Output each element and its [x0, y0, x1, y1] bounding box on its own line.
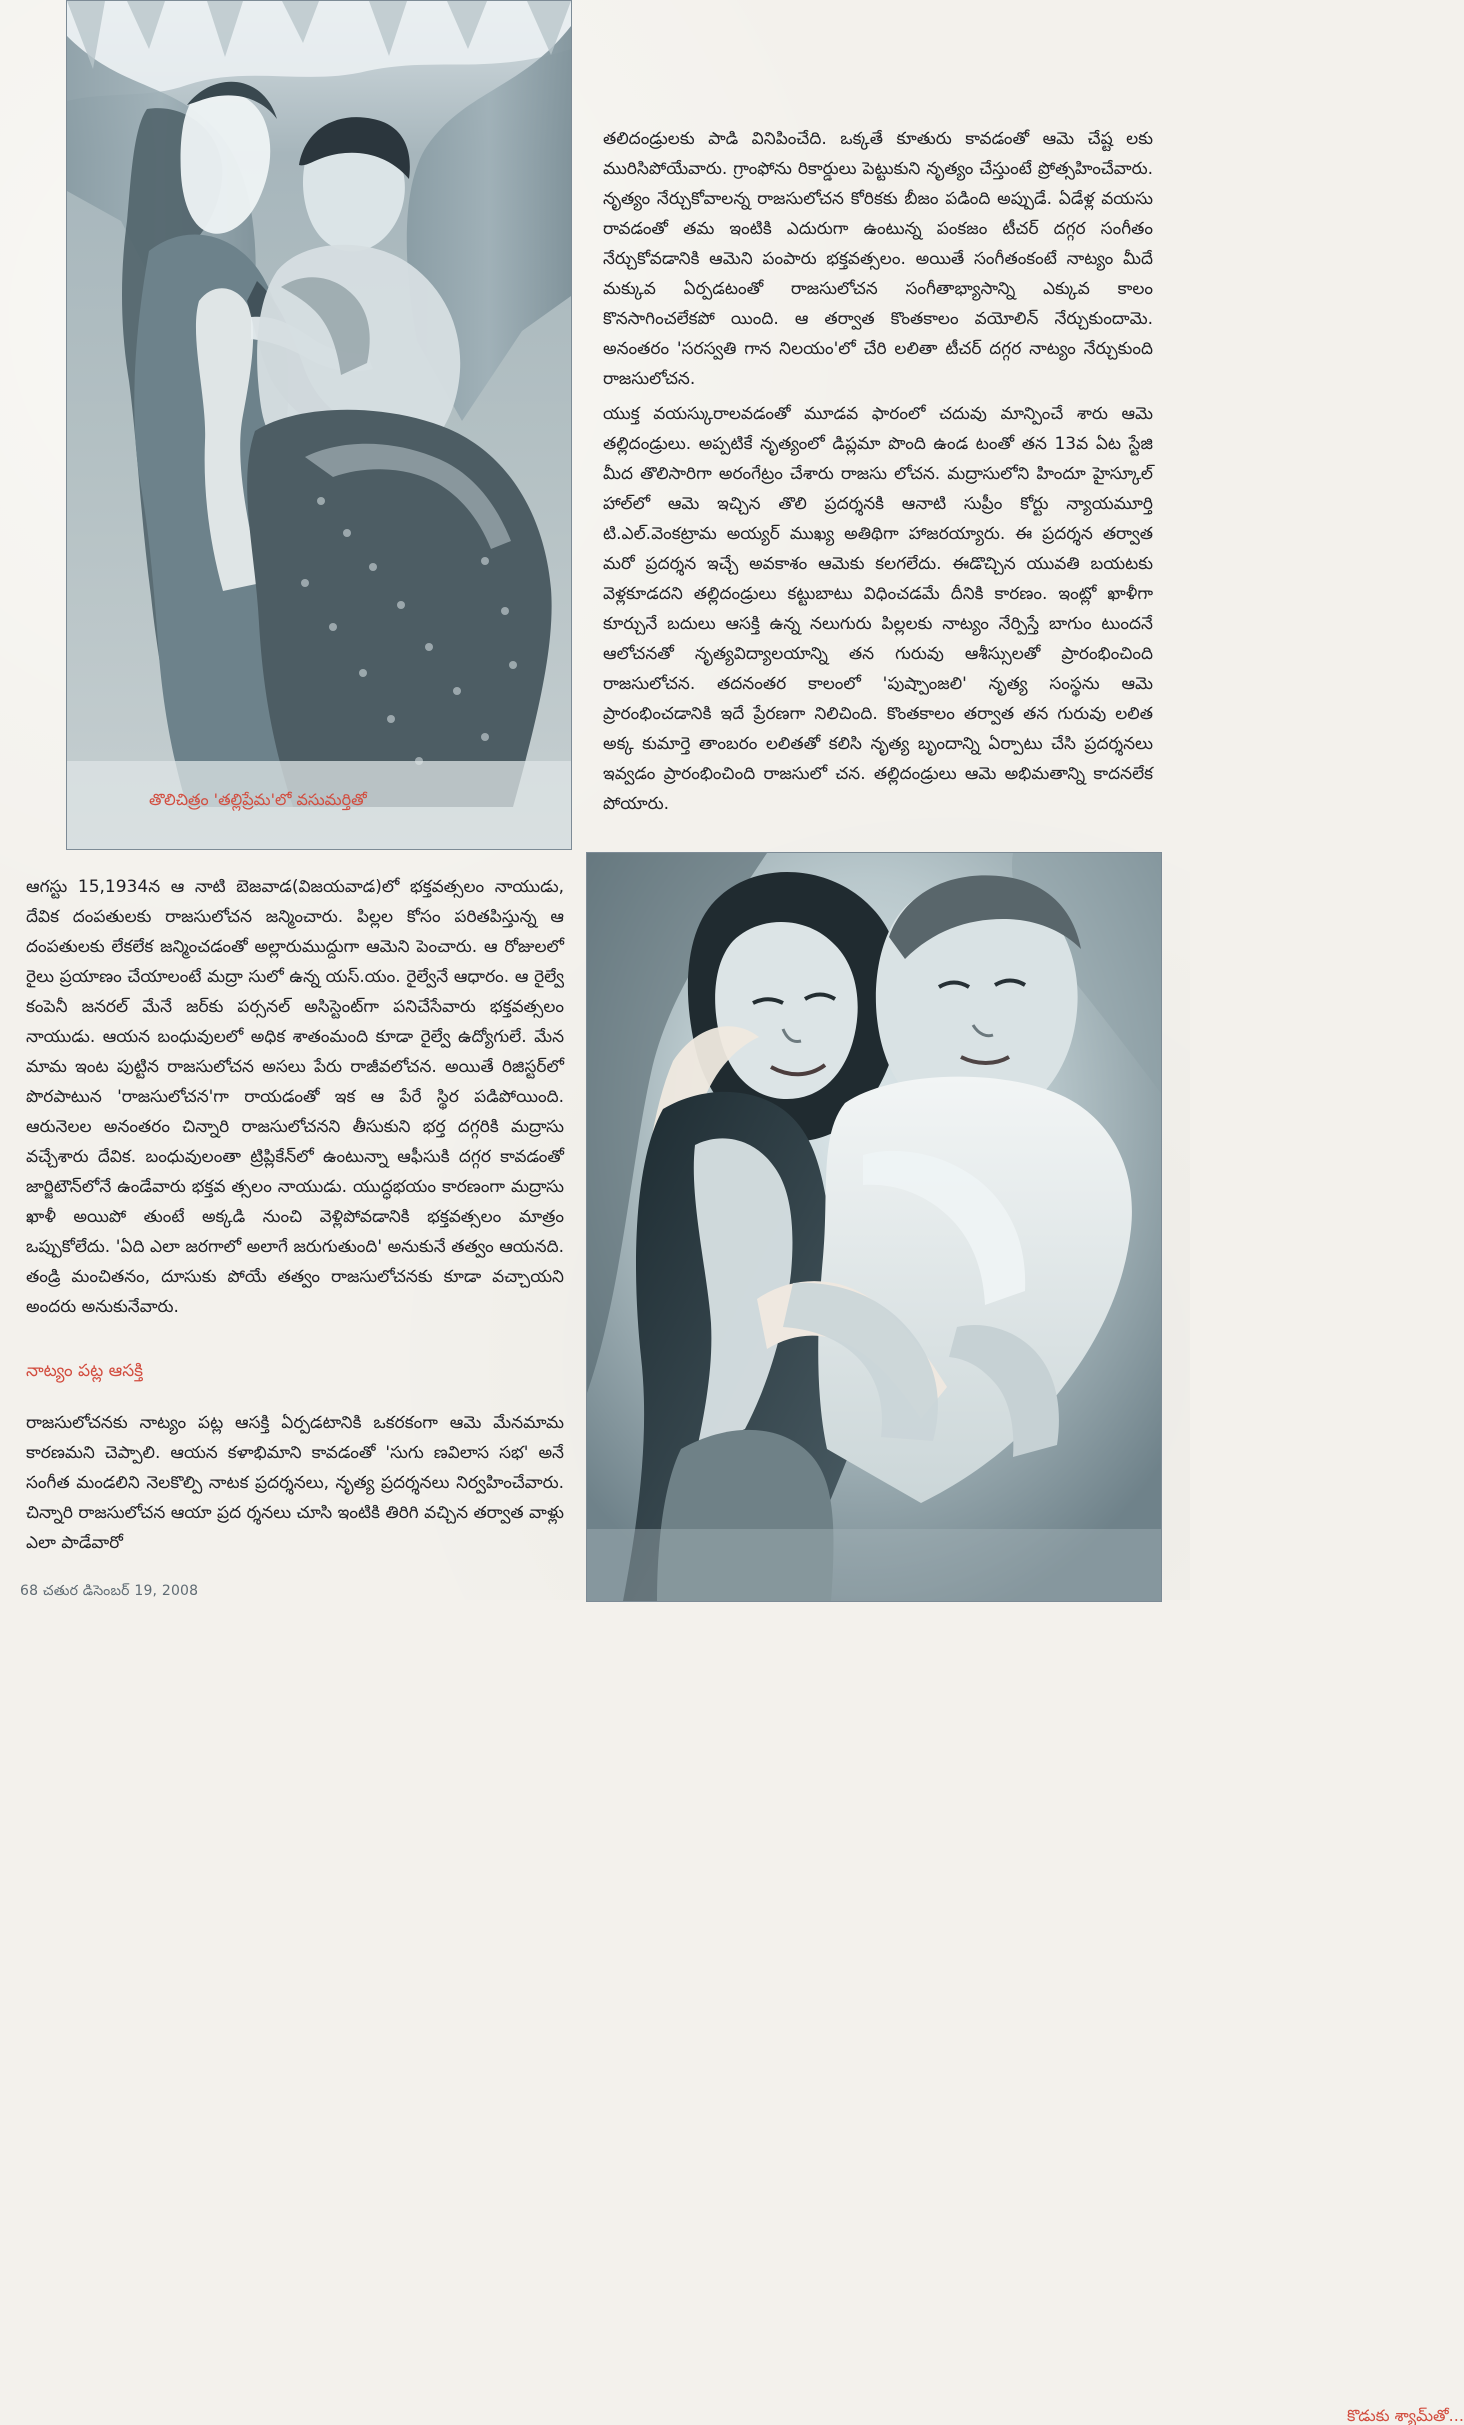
- section-heading: నాట్యం పట్ల ఆసక్తి: [26, 1361, 144, 1381]
- section-text-block: [26, 1408, 564, 1558]
- bottom-photo-caption: కొడుకు శ్యామ్‌తో...: [1347, 2406, 1464, 2425]
- left-paragraph-1: ఆగస్టు 15,1934న ఆ నాటి బెజవాడ(విజయవాడ)లో భక్తవత్సలం నాయుడు, దేవిక దంపతులకు రాజసులోచన జన్మించారు. పిల్లల కోసం పరితపిస్తున్న ఆ దంపతులకు లేకలేక జన్మించడంతో అల్లారుముద్దుగా ఆమెని పెంచారు. ఆ రోజులలో రైలు ప్రయాణం చేయాలంటే మద్రా సులో ఉన్న యస్.యం. రైల్వేనే ఆధారం. ఆ రైల్వే కంపెనీ జనరల్ మేనే జర్‌కు పర్సనల్ అసిస్టెంట్‌గా పనిచేసేవారు భక్తవత్సలం నాయుడు. ఆయన బంధువులలో అధిక శాతంమంది కూడా రైల్వే ఉద్యోగులే. మేన మామ ఇంట పుట్టిన రాజసులోచన అసలు పేరు రాజీవలోచన. అయితే రిజిస్టర్‌లో పొరపాటున 'రాజసులోచన'గా రాయడంతో ఇక ఆ పేరే స్థిర పడిపోయింది. ఆరునెలల అనంతరం చిన్నారి రాజసులోచనని తీసుకుని భర్త దగ్గరికి మద్రాసు వచ్చేశారు దేవిక. బంధువులంతా ట్రిప్లికేన్‌లో ఉంటున్నా ఆఫీసుకి దగ్గర కావడంతో జార్జిటౌన్‌లోనే ఉండేవారు భక్తవ త్సలం నాయుడు. యుద్ధభయం కారణంగా మద్రాసు ఖాళీ అయిపో తుంటే అక్కడి నుంచి వెళ్లిపోవడానికి భక్తవత్సలం మాత్రం ఒప్పుకోలేదు. 'ఏది ఎలా జరగాలో అలాగే జరుగుతుంది' అనుకునే తత్వం ఆయనది. తండ్రి మంచితనం, దూసుకు పోయే తత్వం రాజసులోచనకు కూడా వచ్చాయని అందరు అనుకునేవారు.: [26, 877, 564, 1317]
- section-paragraph: రాజసులోచనకు నాట్యం పట్ల ఆసక్తి ఏర్పడటానికి ఒకరకంగా ఆమె మేనమామ కారణమని చెప్పాలి. ఆయన కళాభిమాని కావడంతో 'సుగు ణవిలాస సభ' అనే సంగీత మండలిని నెలకొల్పి నాటక ప్రదర్శనలు, నృత్య ప్రదర్శనలు నిర్వహించేవారు. చిన్నారి రాజసులోచన ఆయా ప్రద ర్శనలు చూసి ఇంటికి తిరిగి వచ్చిన తర్వాత వాళ్లు ఎలా పాడేవారో: [26, 1413, 564, 1553]
- top-photo-art: [67, 1, 571, 849]
- right-paragraph-2: యుక్త వయస్కురాలవడంతో మూడవ ఫారంలో చదువు మాన్పించే శారు ఆమె తల్లిదండ్రులు. అప్పటికే నృత్యంలో డిప్లమా పొంది ఉండ టంతో తన 13వ ఏట స్టేజి మీద తొలిసారిగా అరంగేట్రం చేశారు రాజసు లోచన. మద్రాసులోని హిందూ హైస్కూల్ హాల్‌లో ఆమె ఇచ్చిన తొలి ప్రదర్శనకి ఆనాటి సుప్రీం కోర్టు న్యాయమూర్తి టి.ఎల్.వెంకట్రామ అయ్యర్ ముఖ్య అతిథిగా హాజరయ్యారు. ఈ ప్రదర్శన తర్వాత మరో ప్రదర్శన ఇచ్చే అవకాశం ఆమెకు కలగలేదు. ఈడొచ్చిన యువతి బయటకు వెళ్లకూడదని తల్లిదండ్రులు కట్టుబాటు విధించడమే దీనికి కారణం. ఇంట్లో ఖాళీగా కూర్చునే బదులు ఆసక్తి ఉన్న నలుగురు పిల్లలకు నాట్యం నేర్పిస్తే బాగుం టుందనే ఆలోచనతో నృత్యవిద్యాలయాన్ని తన గురువు ఆశీస్సులతో ప్రారంభించింది రాజసులోచన. తదనంతర కాలంలో 'పుష్పాంజలి' నృత్య సంస్థను ఆమె ప్రారంభించడానికి ఇదే ప్రేరణగా నిలిచింది. కొంతకాలం తర్వాత తన గురువు లలిత అక్క కుమార్తె తాంబరం లలితతో కలిసి నృత్య బృందాన్ని ఏర్పాటు చేసి ప్రదర్శనలు ఇవ్వడం ప్రారంభించింది రాజసులో చన. తల్లిదండ్రులు ఆమె అభిమతాన్ని కాదనలేక పోయారు.: [603, 404, 1153, 814]
- left-column-text: [26, 872, 564, 1322]
- right-column-text: [603, 124, 1153, 819]
- page-footer: 68 చతుర డిసెంబర్ 19, 2008: [20, 1583, 199, 1599]
- bottom-photo: [586, 852, 1464, 2425]
- top-photo: [66, 0, 572, 850]
- top-photo-caption: తొలిచిత్రం 'తల్లిప్రేమ'లో వసుమర్తితో: [149, 790, 367, 809]
- right-paragraph-1: తలిదండ్రులకు పాడి వినిపించేది. ఒక్కతే కూతురు కావడంతో ఆమె చేష్ట లకు మురిసిపోయేవారు. గ్రాంఫోను రికార్డులు పెట్టుకుని నృత్యం చేస్తుంటే ప్రోత్సహించేవారు. నృత్యం నేర్చుకోవాలన్న రాజసులోచన కోరికకు బీజం పడింది అప్పుడే. ఏడేళ్ల వయసు రావడంతో తమ ఇంటికి ఎదురుగా ఉంటున్న పంకజం టీచర్ దగ్గర సంగీతం నేర్చుకోవడానికి ఆమెని పంపారు భక్తవత్సలం. అయితే సంగీతంకంటే నాట్యం మీదే మక్కువ ఏర్పడటంతో రాజసులోచన సంగీతాభ్యాసాన్ని ఎక్కువ కాలం కొనసాగించలేకపో యింది. ఆ తర్వాత కొంతకాలం వయోలిన్ నేర్చుకుందామె. అనంతరం 'సరస్వతి గాన నిలయం'లో చేరి లలితా టీచర్ దగ్గర నాట్యం నేర్చుకుంది రాజసులోచన.: [603, 129, 1153, 389]
- bottom-photo-art: [587, 853, 1161, 1601]
